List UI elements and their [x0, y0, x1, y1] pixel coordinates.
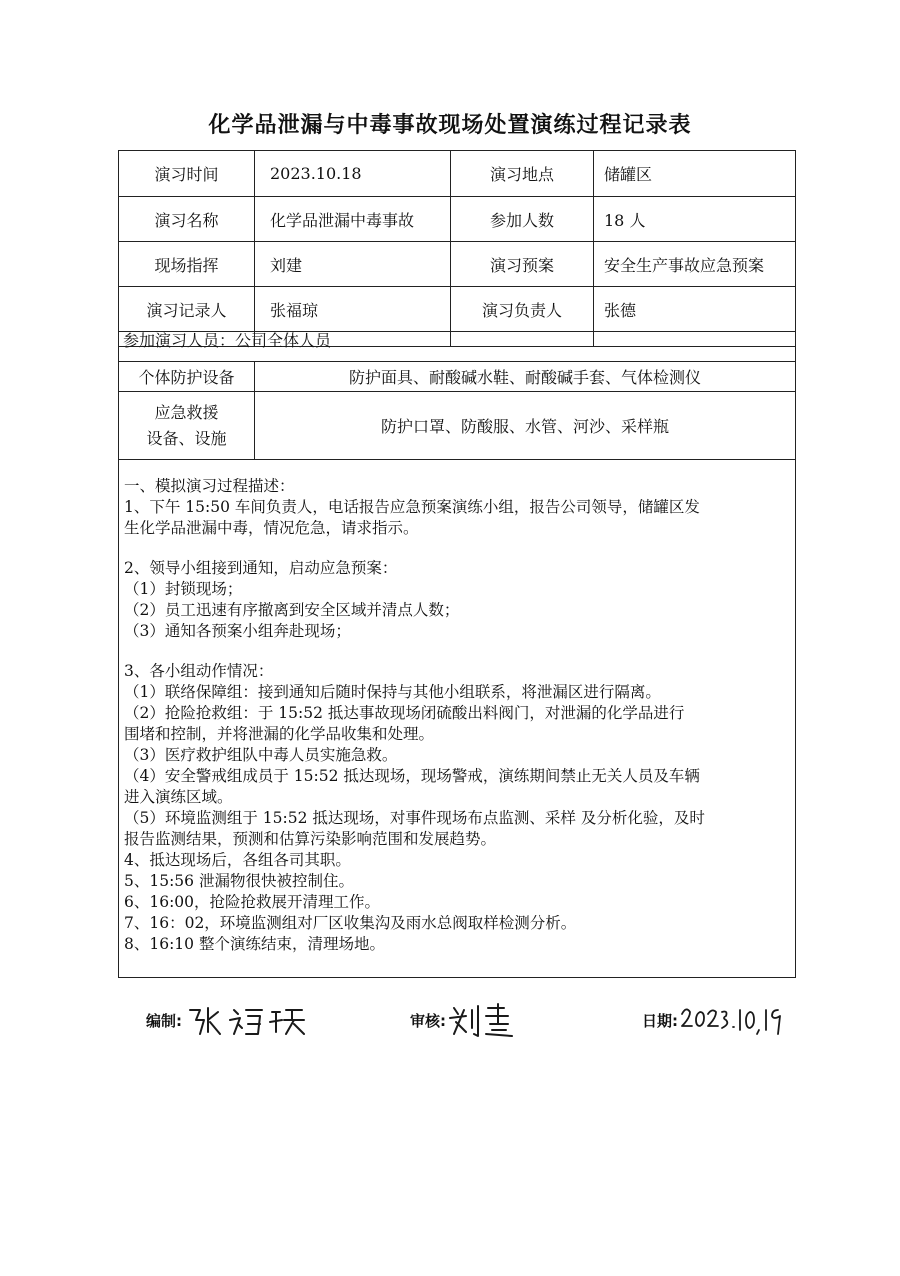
list-item: （2）员工迅速有序撤离到安全区域并清点人数； — [124, 601, 460, 619]
value-site-commander: 刘建 — [270, 255, 303, 275]
handwritten-date — [678, 1000, 788, 1040]
participants-row: 参加演习人员：公司全体人员 — [123, 330, 332, 350]
compiled-label: 编制: — [146, 1011, 182, 1030]
list-item: （1）封锁现场； — [124, 580, 243, 598]
section-heading: 3、各小组动作情况： — [124, 662, 274, 680]
page-title: 化学品泄漏与中毒事故现场处置演练过程记录表 — [208, 113, 692, 138]
value-drill-location: 储罐区 — [604, 165, 653, 184]
list-item: （5）环境监测组于 15:52 抵达现场，对事件现场布点监测、采样 及分析化验，及时 — [124, 809, 705, 827]
date-label: 日期: — [642, 1011, 678, 1030]
section-heading: 一、模拟演习过程描述： — [124, 477, 295, 495]
spacer — [124, 642, 796, 661]
label-ppe: 个体防护设备 — [138, 367, 235, 387]
list-item: 5、15:56 泄漏物很快被控制住。 — [124, 872, 354, 890]
label-drill-name: 演习名称 — [154, 210, 219, 230]
value-recorder: 张福琼 — [270, 300, 319, 320]
date-field — [642, 1000, 788, 1040]
list-item: 4、抵达现场后，各组各司其职。 — [124, 851, 351, 869]
spacer — [124, 539, 796, 558]
label-rescue-equipment — [119, 392, 254, 459]
list-item: （2）抢险抢救组：于 15:52 抵达事故现场闭硫酸出料阀门，对泄漏的化学品进行 — [124, 704, 685, 722]
divider — [119, 459, 795, 460]
list-item: 7、16：02，环境监测组对厂区收集沟及雨水总阀取样检测分析。 — [124, 914, 577, 932]
list-item: 进入演练区域。 — [124, 788, 233, 806]
list-item: 6、16:00，抢险抢救展开清理工作。 — [124, 893, 381, 911]
compiled-signature — [182, 1000, 312, 1040]
label-drill-time: 演习时间 — [154, 165, 219, 184]
list-item: （4）安全警戒组成员于 15:52 抵达现场，现场警戒，演练期间禁止无关人员及车辆 — [124, 767, 700, 785]
value-participant-count: 18 人 — [604, 210, 646, 230]
label-drill-plan: 演习预案 — [489, 255, 554, 275]
value-ppe: 防护面具、耐酸碱水鞋、耐酸碱手套、气体检测仪 — [348, 367, 701, 387]
label-rescue-line2: 设备、设施 — [146, 428, 227, 448]
list-item: （3）通知各预案小组奔赴现场； — [124, 622, 351, 640]
label-drill-location: 演习地点 — [489, 165, 554, 184]
value-drill-name: 化学品泄漏中毒事故 — [270, 210, 415, 230]
value-drill-plan: 安全生产事故应急预案 — [604, 255, 765, 275]
label-site-commander: 现场指挥 — [154, 255, 219, 275]
label-recorder: 演习记录人 — [146, 300, 227, 320]
review-label: 审核: — [410, 1011, 446, 1030]
value-drill-time: 2023.10.18 — [270, 164, 362, 183]
section-heading: 2、领导小组接到通知，启动应急预案： — [124, 559, 398, 577]
list-item: （3）医疗救护组队中毒人员实施急救。 — [124, 746, 398, 764]
compiled-by — [146, 1000, 312, 1040]
label-rescue-line1: 应急救援 — [154, 402, 219, 422]
value-drill-lead: 张德 — [604, 300, 637, 320]
label-participant-count: 参加人数 — [489, 210, 554, 230]
value-rescue-equipment: 防护口罩、防酸服、水管、河沙、采样瓶 — [380, 417, 669, 436]
list-item: 报告监测结果，预测和估算污染影响范围和发展趋势。 — [124, 830, 497, 848]
review-signature — [446, 1000, 526, 1040]
paragraph-line: 1、下午 15:50 车间负责人，电话报告应急预案演练小组，报告公司领导，储罐区发 — [124, 498, 700, 516]
list-item: 8、16:10 整个演练结束，清理场地。 — [124, 935, 385, 953]
paragraph-line: 生化学品泄漏中毒，情况危急，请求指示。 — [124, 519, 419, 537]
label-drill-lead: 演习负责人 — [481, 300, 562, 320]
reviewed-by — [410, 1000, 526, 1040]
list-item: （1）联络保障组：接到通知后随时保持与其他小组联系，将泄漏区进行隔离。 — [124, 683, 661, 701]
process-description — [124, 476, 796, 955]
list-item: 围堵和控制，并将泄漏的化学品收集和处理。 — [124, 725, 435, 743]
